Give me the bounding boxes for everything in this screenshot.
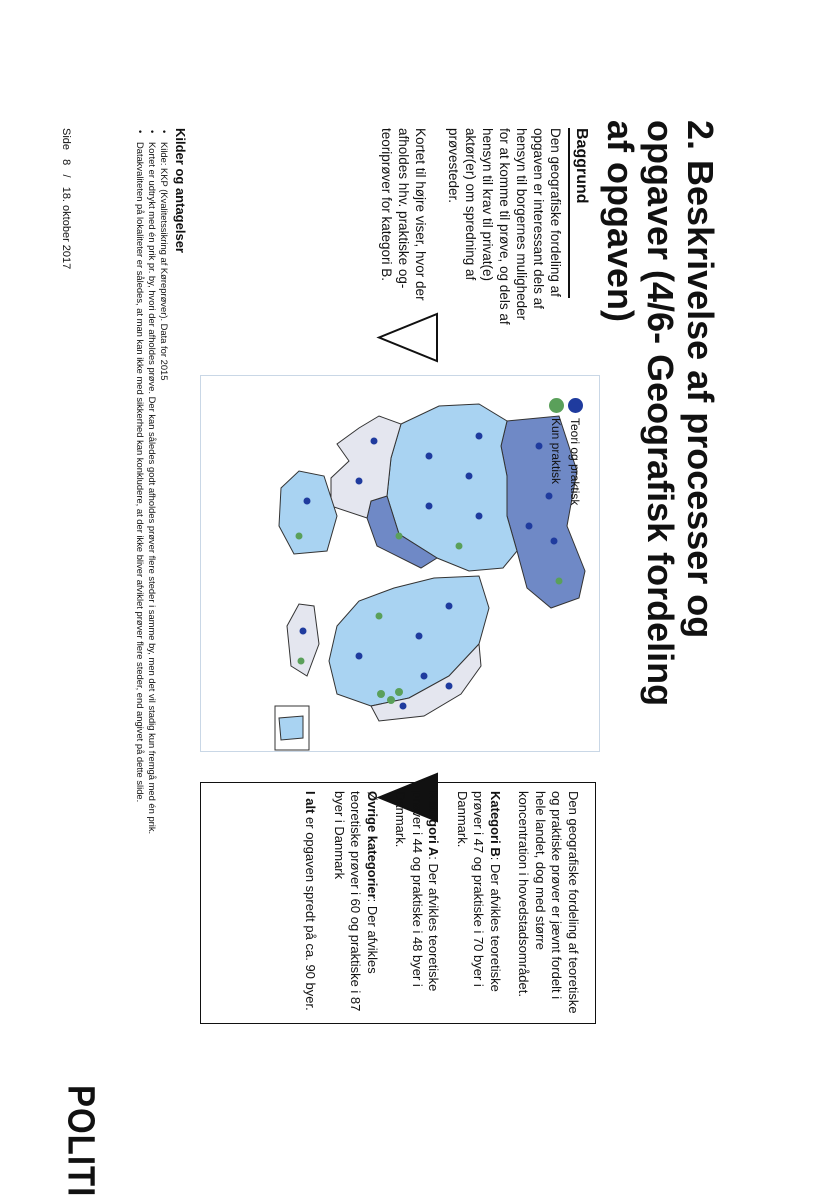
source-item: • Kilde: KKP (Kvalitetssikring af Køreprøver). Data for 2015: [158, 128, 170, 1153]
location-dot: [371, 438, 378, 445]
location-dot: [298, 658, 305, 665]
legend-label: Kun praktisk: [549, 418, 564, 485]
blue-dot-icon: [568, 398, 583, 413]
location-dot: [400, 703, 407, 710]
sources-list: [134, 128, 170, 1153]
legend-label: Teori og praktisk: [568, 418, 583, 506]
background-paragraph-1: Den geografiske fordeling af opgaven er interessant dels af hensyn til borgernes muligheder for at komme til prøve, og dels af hensyn til krav til privat(e) aktør(er) om spredning af prøvesteder.: [446, 128, 563, 325]
location-dot: [296, 533, 303, 540]
map-graphic: [201, 376, 599, 751]
info-other-categories: Øvrige kategorier: Der afvikles teoretiske prøver i 60 og praktiske i 87 byer i Danmark: [332, 791, 380, 1012]
location-dot: [466, 473, 473, 480]
location-dot: [416, 633, 423, 640]
outline-arrow-icon: [375, 310, 440, 365]
location-dot: [356, 478, 363, 485]
location-dot: [526, 523, 533, 530]
map-legend: [545, 398, 583, 505]
sources-heading: Kilder og antagelser: [173, 128, 188, 253]
location-dot: [395, 688, 403, 696]
info-kategori-a: Kategori A: Der afvikles teoretiske prøver i 44 og praktiske i 48 byer i Danmark.: [393, 791, 442, 992]
location-dot: [356, 653, 363, 660]
location-dot: [377, 690, 385, 698]
location-dot: [376, 613, 383, 620]
location-dot: [426, 453, 433, 460]
slide-title: 2. Beskrivelse af processer og opgaver (4/6- Geografisk fordeling af opgaven): [600, 120, 721, 707]
background-heading: Baggrund: [568, 128, 590, 298]
location-dot: [456, 543, 463, 550]
location-dot: [536, 443, 543, 450]
location-dot: [300, 628, 307, 635]
politi-logo: POLITI: [60, 1085, 103, 1197]
legend-item-kun-praktisk: [549, 398, 564, 505]
location-dot: [476, 513, 483, 520]
location-dot: [446, 683, 453, 690]
info-total: I alt er opgaven spredt på ca. 90 byer.: [303, 791, 319, 1011]
page-footer: Side 8 / 18. oktober 2017: [60, 128, 72, 270]
location-dot: [396, 533, 403, 540]
location-dot: [421, 673, 428, 680]
green-dot-icon: [549, 398, 564, 413]
source-item: • Kortet er udtrykt med én prik pr. by, hvori der afholdes prøve. Der kan således godt afholdes prøver flere steder i samme by, men det vil stadig kun fremgå med én prik.: [146, 128, 158, 1153]
location-dot: [476, 433, 483, 440]
source-item: • Datakvaliteten på lokaliteter er således, at man kan ikke med sikkerhed kan konkludere, at der ikke bliver afviklet prøver flere steder, end angivet på dette slide.: [134, 128, 146, 1153]
region-fyn: [279, 471, 337, 554]
info-intro: Den geografiske fordeling af teoretiske og praktiske prøver er jævnt fordelt i hele landet, dog med større koncentration i hovedstadsområdet.: [516, 791, 581, 1014]
background-paragraph-2: Kortet til højre viser, hvor der afholdes hhv. praktiske og- teoriprøver for kategori B.: [379, 128, 428, 301]
info-kategori-b: Kategori B: Der afvikles teoretiske prøver i 47 og praktiske i 70 byer i Danmark.: [455, 791, 503, 992]
location-dot: [446, 603, 453, 610]
location-dot: [556, 578, 563, 585]
background-text: [362, 128, 564, 328]
info-box: [200, 782, 596, 1024]
location-dot: [551, 538, 558, 545]
region-bornholm: [279, 716, 303, 740]
legend-item-teori-praktisk: [568, 398, 583, 505]
location-dot: [387, 696, 395, 704]
location-dot: [426, 503, 433, 510]
denmark-map: [200, 375, 600, 752]
region-lolland-falster: [287, 604, 319, 676]
location-dot: [304, 498, 311, 505]
